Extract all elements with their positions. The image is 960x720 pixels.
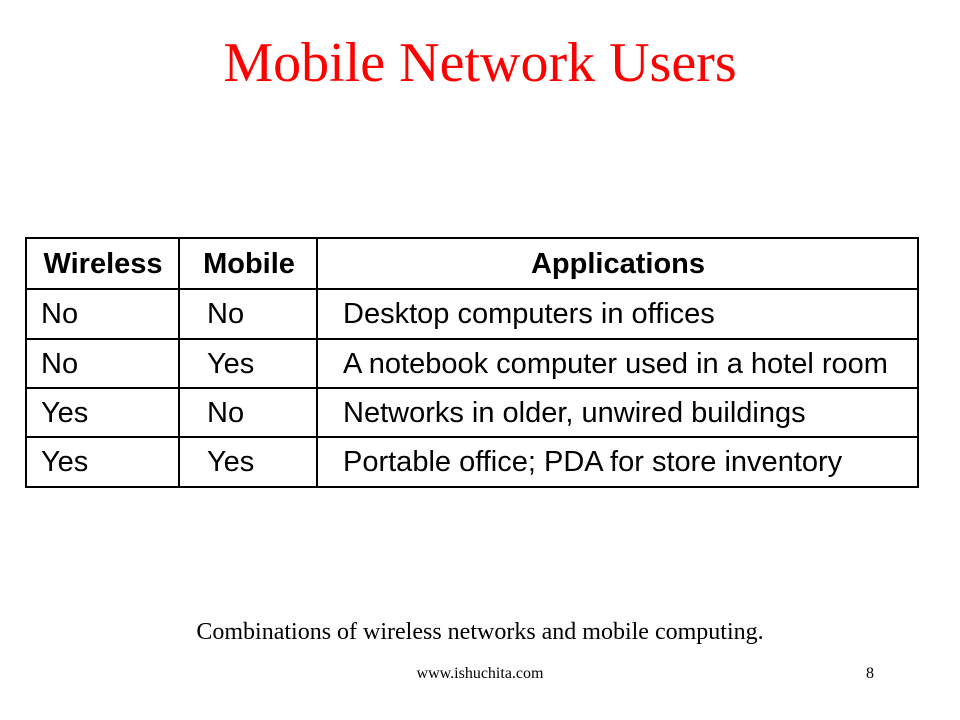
table-row bbox=[27, 438, 917, 486]
header-mobile: Mobile bbox=[203, 247, 295, 280]
combinations-table bbox=[25, 237, 919, 488]
header-wireless: Wireless bbox=[43, 247, 163, 280]
cell-application: Portable office; PDA for store inventory bbox=[343, 445, 843, 478]
cell-wireless: No bbox=[41, 347, 79, 380]
footer-url: www.ishuchita.com bbox=[416, 665, 544, 682]
table-header-row bbox=[27, 239, 917, 289]
cell-mobile: Yes bbox=[207, 445, 255, 478]
table-row bbox=[27, 389, 917, 438]
table-row bbox=[27, 289, 917, 339]
cell-application: A notebook computer used in a hotel room bbox=[343, 347, 888, 380]
cell-mobile: No bbox=[207, 397, 245, 429]
header-applications: Applications bbox=[530, 247, 705, 280]
page-number: 8 bbox=[866, 665, 874, 682]
cell-application: Networks in older, unwired buildings bbox=[343, 397, 806, 429]
cell-application: Desktop computers in offices bbox=[343, 297, 715, 330]
table-caption: Combinations of wireless networks and mobile computing. bbox=[196, 619, 764, 645]
cell-mobile: Yes bbox=[207, 347, 255, 380]
slide-title: Mobile Network Users bbox=[223, 32, 737, 94]
table-row bbox=[27, 339, 917, 389]
cell-wireless: No bbox=[41, 297, 79, 330]
cell-wireless: Yes bbox=[41, 445, 89, 478]
cell-wireless: Yes bbox=[41, 397, 89, 429]
cell-mobile: No bbox=[207, 297, 245, 330]
